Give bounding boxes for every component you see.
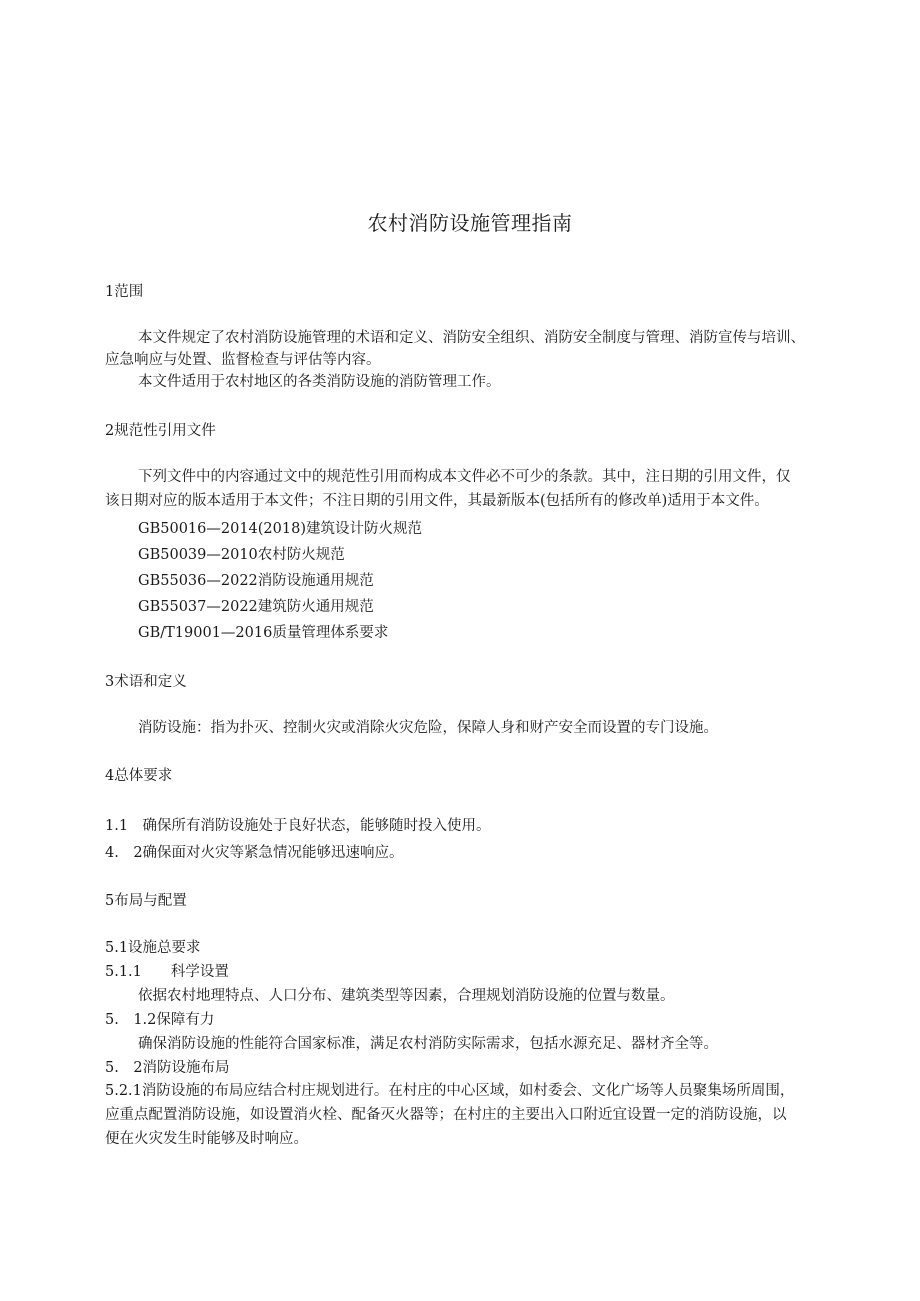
section-5-heading: 5布局与配置	[105, 893, 187, 909]
subsection-5-1-2-text: 确保消防设施的性能符合国家标准，满足农村消防实际需求，包括水源充足、器材齐全等。	[138, 1036, 718, 1052]
section-1-paragraph-1-line-2: 应急响应与处置、监督检查与评估等内容。	[105, 352, 381, 368]
subsection-5-2-1-line-3: 便在火灾发生时能够及时响应。	[105, 1131, 308, 1147]
section-4-item-1: 1.1 确保所有消防设施处于良好状态，能够随时投入使用。	[105, 818, 491, 834]
section-1-paragraph-2: 本文件适用于农村地区的各类消防设施的消防管理工作。	[138, 374, 501, 390]
subsection-5-1-2-heading: 5. 1.2保障有力	[105, 1012, 215, 1028]
subsection-5-1-1-text: 依据农村地理特点、人口分布、建筑类型等因素，合理规划消防设施的位置与数量。	[138, 988, 675, 1004]
page-title: 农村消防设施管理指南	[367, 211, 573, 235]
subsection-5-2-1-line-1: 5.2.1消防设施的布局应结合村庄规划进行。在村庄的中心区域，如村委会、文化广场等人员聚集场所周围，	[105, 1083, 795, 1099]
reference-item: GB50039—2010农村防火规范	[138, 547, 345, 563]
section-3-heading: 3术语和定义	[105, 674, 187, 690]
section-2-heading: 2规范性引用文件	[105, 423, 216, 439]
subsection-5-2-heading: 5. 2消防设施布局	[105, 1060, 230, 1076]
reference-item: GB/T19001—2016质量管理体系要求	[138, 625, 389, 641]
section-3-paragraph-1: 消防设施：指为扑灭、控制火灾或消除火灾危险，保障人身和财产安全而设置的专门设施。	[138, 720, 718, 736]
reference-item: GB55036—2022消防设施通用规范	[138, 573, 374, 589]
section-2-paragraph-1-line-2: 该日期对应的版本适用于本文件；不注日期的引用文件，其最新版本(包括所有的修改单)适用于本文件。	[105, 493, 769, 509]
section-1-heading: 1范围	[105, 284, 144, 300]
section-4-item-2: 4. 2确保面对火灾等紧急情况能够迅速响应。	[105, 845, 404, 861]
reference-item: GB50016—2014(2018)建筑设计防火规范	[138, 521, 422, 537]
section-1-paragraph-1-line-1: 本文件规定了农村消防设施管理的术语和定义、消防安全组织、消防安全制度与管理、消防宣传与培训、	[138, 330, 805, 346]
subsection-5-1-heading: 5.1设施总要求	[105, 940, 201, 956]
section-4-heading: 4总体要求	[105, 768, 173, 784]
subsection-5-2-1-line-2: 应重点配置消防设施，如设置消火栓、配备灭火器等；在村庄的主要出入口附近宜设置一定的消防设施，以	[105, 1107, 787, 1123]
subsection-5-1-1-heading: 5.1.1 科学设置	[105, 964, 229, 980]
section-2-paragraph-1-line-1: 下列文件中的内容通过文中的规范性引用而构成本文件必不可少的条款。其中，注日期的引用文件，仅	[138, 469, 791, 485]
reference-item: GB55037—2022建筑防火通用规范	[138, 599, 374, 615]
